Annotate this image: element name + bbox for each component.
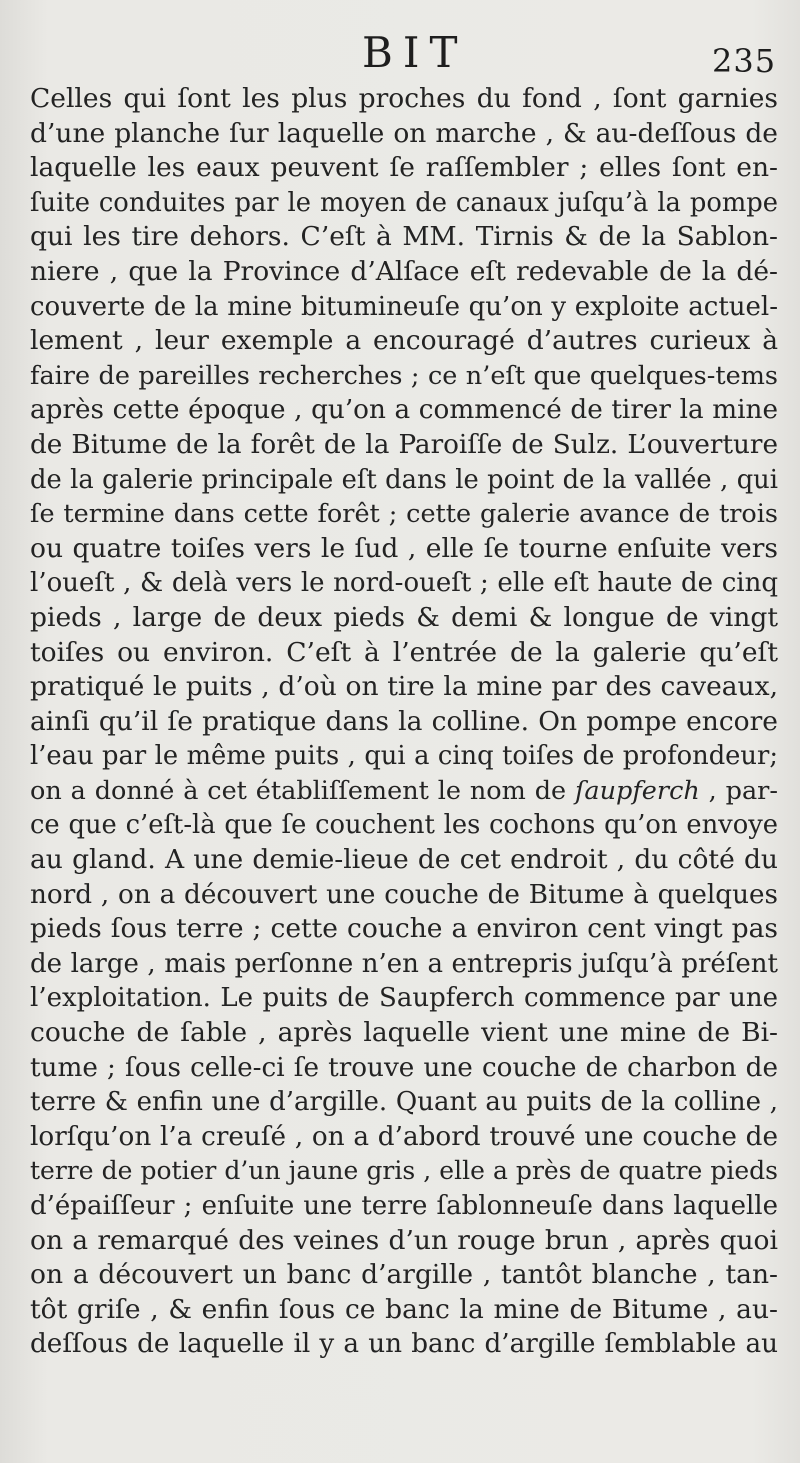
text-line: deſſous de laquelle il y a un banc d’argille ſemblable au — [30, 1329, 778, 1360]
text-line: de large , mais perſonne n’en a entrepris juſqu’à préſent — [30, 948, 778, 979]
text-line: ſe termine dans cette forêt ; cette galerie avance de trois — [30, 499, 778, 530]
text-line: terre de potier d’un jaune gris , elle a près de quatre pieds — [30, 1156, 778, 1186]
text-line: couche de ſable , après laquelle vient une mine de Bi- — [30, 1017, 778, 1049]
text-line: terre & enfin une d’argille. Quant au puits de la colline , — [30, 1087, 778, 1118]
text-line: tume ; ſous celle-ci ſe trouve une couche de charbon de — [30, 1052, 778, 1083]
text-line: ainſi qu’il ſe pratique dans la colline. On pompe encore — [30, 705, 778, 737]
text-line: on a donné à cet établiſſement le nom de ſaupferch , par- — [30, 775, 778, 806]
page-header — [0, 28, 800, 88]
text-line: lement , leur exemple a encouragé d’autres curieux à — [30, 325, 778, 357]
text-line: ce que c’eſt-là que ſe couchent les cochons qu’on envoye — [30, 810, 778, 841]
text-line: ou quatre toiſes vers le ſud , elle ſe tourne enſuite vers — [30, 532, 778, 564]
text-line: on a découvert un banc d’argille , tantôt blanche , tan- — [30, 1259, 778, 1291]
text-line: nord , on a découvert une couche de Bitume à quelques — [30, 879, 778, 910]
body-text — [30, 82, 778, 1362]
text-line: d’épaiſſeur ; enſuite une terre ſablonneuſe dans laquelle — [30, 1191, 778, 1221]
text-line: après cette époque , qu’on a commencé de tirer la mine — [30, 395, 778, 426]
text-line: qui les tire dehors. C’eſt à MM. Tirnis & de la Sablon- — [30, 221, 778, 253]
text-line: l’eau par le même puits , qui a cinq toiſes de profondeur; — [30, 741, 778, 772]
text-line: couverte de la mine bitumineuſe qu’on y exploite actuel- — [30, 291, 778, 322]
text-line: d’une planche ſur laquelle on marche , & au-deſſous de — [30, 117, 778, 149]
text-line: pieds , large de deux pieds & demi & longue de vingt — [30, 601, 778, 633]
text-line: faire de pareilles recherches ; ce n’eſt que quelques-tems — [30, 360, 778, 391]
text-line: lorſqu’on l’a creuſé , on a d’abord trouvé une couche de — [30, 1121, 778, 1152]
page-number: 235 — [712, 42, 777, 80]
text-line: pieds ſous terre ; cette couche a environ cent vingt pas — [30, 913, 778, 945]
text-line: de la galerie principale eſt dans le point de la vallée , qui — [30, 464, 778, 495]
text-line: au gland. A une demie-lieue de cet endroit , du côté du — [30, 844, 778, 876]
text-line: Celles qui ſont les plus proches du fond , ſont garnies — [30, 83, 778, 114]
text-line: on a remarqué des veines d’un rouge brun , après quoi — [30, 1224, 778, 1256]
text-line: de Bitume de la forêt de la Paroiſſe de Sulz. L’ouverture — [30, 429, 778, 460]
text-line: l’exploitation. Le puits de Saupferch commence par une — [30, 983, 778, 1014]
text-line: l’oueſt , & delà vers le nord-oueſt ; elle eſt haute de cinq — [30, 568, 778, 599]
running-head: BIT — [362, 28, 468, 77]
text-line: pratiqué le puits , d’où on tire la mine par des caveaux, — [30, 671, 778, 703]
text-line: toiſes ou environ. C’eſt à l’entrée de la galerie qu’eſt — [30, 636, 778, 668]
text-line: niere , que la Province d’Alſace eſt redevable de la dé- — [30, 255, 778, 287]
text-line: laquelle les eaux peuvent ſe raſſembler ; elles ſont en- — [30, 152, 778, 184]
text-line: tôt griſe , & enfin ſous ce banc la mine de Bitume , au- — [30, 1293, 778, 1325]
text-line: ſuite conduites par le moyen de canaux juſqu’à la pompe — [30, 187, 778, 218]
